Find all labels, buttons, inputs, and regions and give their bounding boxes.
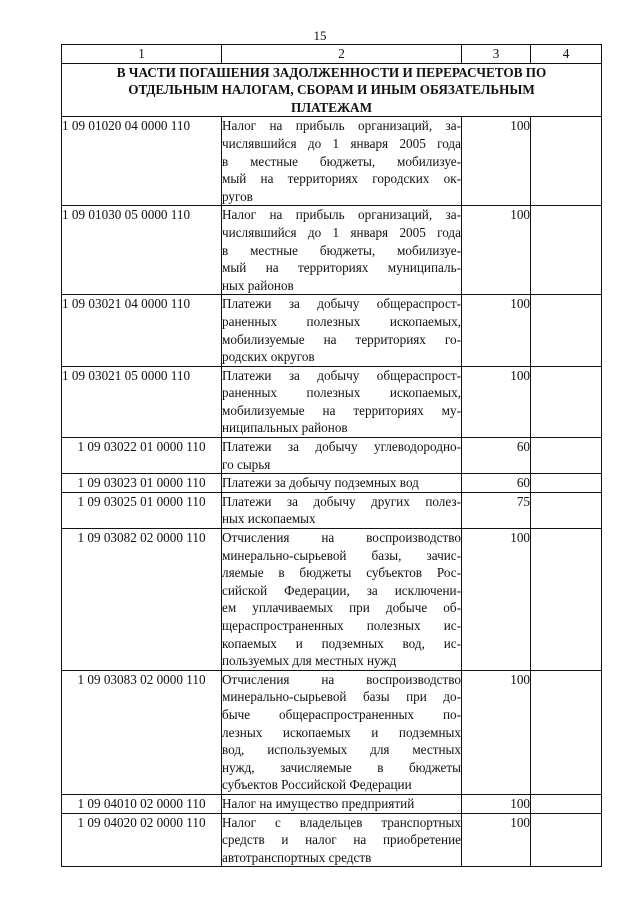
column-header-4: 4 (531, 45, 602, 64)
row-name (222, 813, 462, 867)
row-col4 (531, 117, 602, 206)
row-value: 60 (462, 474, 531, 493)
section-title (62, 63, 602, 117)
row-value: 100 (462, 529, 531, 671)
row-name-line: Налог на прибыль организаций, за- (222, 118, 461, 134)
row-name (222, 438, 462, 474)
table-row (62, 206, 602, 295)
row-name-line: средств и налог на приобретение (222, 832, 461, 848)
row-col4 (531, 529, 602, 671)
row-name (222, 529, 462, 671)
section-title-line: ОТДЕЛЬНЫМ НАЛОГАМ, СБОРАМ И ИНЫМ ОБЯЗАТЕЛЬНЫМ (128, 82, 535, 98)
row-col4 (531, 813, 602, 867)
row-name-line: Платежи за добычу общераспрост- (222, 367, 461, 383)
row-name-line: нужд, зачисляемые в бюджеты (222, 759, 461, 775)
row-code: 1 09 03025 01 0000 110 (62, 492, 222, 528)
row-name (222, 206, 462, 295)
row-name-line: лезных ископаемых и подземных (222, 724, 461, 740)
row-name-line: ем уплачиваемых при добыче об- (222, 600, 461, 616)
row-code: 1 09 03022 01 0000 110 (62, 438, 222, 474)
row-name-line: Платежи за добычу других полез- (222, 493, 461, 509)
row-name-line: ляемые в бюджеты субъектов Рос- (222, 565, 461, 581)
table-row (62, 492, 602, 528)
row-name-line: мобилизуемые на территориях му- (222, 402, 461, 418)
row-code: 1 09 01020 04 0000 110 (62, 117, 222, 206)
column-header-3: 3 (462, 45, 531, 64)
row-code: 1 09 03021 04 0000 110 (62, 295, 222, 366)
row-col4 (531, 438, 602, 474)
row-name-line: Налог на имущество предприятий (222, 795, 415, 811)
row-name-line: мый на территориях городских ок- (222, 171, 461, 187)
row-name (222, 474, 462, 493)
row-name-line: Платежи за добычу подземных вод (222, 475, 419, 491)
row-name-line: раненных полезных ископаемых, (222, 385, 461, 401)
row-name-line: автотранспортных средств (222, 849, 372, 865)
row-col4 (531, 295, 602, 366)
row-name-line: числявшийся до 1 января 2005 года (222, 135, 461, 151)
row-name-line: щераспространенных полезных ис- (222, 618, 461, 633)
row-col4 (531, 670, 602, 794)
row-col4 (531, 206, 602, 295)
row-value: 100 (462, 366, 531, 437)
row-name-line: пользуемых для местных нужд (222, 653, 397, 669)
row-name-line: Налог с владельцев транспортных (222, 814, 461, 830)
revenue-table (61, 44, 602, 867)
row-code: 1 09 01030 05 0000 110 (62, 206, 222, 295)
row-name-line: минерально-сырьевой базы при до- (222, 689, 461, 705)
row-value: 100 (462, 117, 531, 206)
row-code: 1 09 04020 02 0000 110 (62, 813, 222, 867)
table-row (62, 117, 602, 206)
table-row (62, 670, 602, 794)
column-header-2: 2 (222, 45, 462, 64)
table-row (62, 529, 602, 671)
row-name-line: Налог на прибыль организаций, за- (222, 207, 461, 223)
row-name-line: в местные бюджеты, мобилизуе- (222, 242, 461, 258)
row-value: 100 (462, 295, 531, 366)
row-name (222, 295, 462, 366)
table-row (62, 438, 602, 474)
row-code: 1 09 04010 02 0000 110 (62, 794, 222, 813)
row-name-line: субъектов Российской Федерации (222, 777, 412, 793)
row-name (222, 794, 462, 813)
row-value: 60 (462, 438, 531, 474)
row-name-line: раненных полезных ископаемых, (222, 313, 461, 329)
row-col4 (531, 366, 602, 437)
row-name-line: копаемых и подземных вод, ис- (222, 635, 461, 651)
row-name-line: ных ископаемых (222, 511, 316, 527)
row-value: 75 (462, 492, 531, 528)
row-code: 1 09 03082 02 0000 110 (62, 529, 222, 671)
row-name (222, 366, 462, 437)
section-title-line: ПЛАТЕЖАМ (290, 99, 373, 115)
row-name-line: ных районов (222, 277, 294, 293)
row-code: 1 09 03083 02 0000 110 (62, 670, 222, 794)
row-name-line: ругов (222, 188, 253, 204)
row-name-line: Отчисления на воспроизводство (222, 671, 461, 687)
table-row (62, 366, 602, 437)
row-value: 100 (462, 813, 531, 867)
column-header-row (62, 45, 602, 64)
row-name (222, 670, 462, 794)
row-col4 (531, 794, 602, 813)
row-name (222, 492, 462, 528)
row-name-line: в местные бюджеты, мобилизуе- (222, 153, 461, 169)
table-row (62, 295, 602, 366)
column-header-1: 1 (62, 45, 222, 64)
section-title-row (62, 63, 602, 117)
row-name-line: числявшийся до 1 января 2005 года (222, 224, 461, 240)
row-name-line: го сырья (222, 456, 271, 472)
row-name-line: мобилизуемые на территориях го- (222, 331, 461, 347)
row-name-line: ниципальных районов (222, 420, 348, 436)
page-number: 15 (313, 28, 327, 43)
row-col4 (531, 492, 602, 528)
row-name-line: минерально-сырьевой базы, зачис- (222, 547, 461, 563)
row-name-line: вод, используемых для местных (222, 742, 461, 758)
row-value: 100 (462, 794, 531, 813)
row-name-line: Отчисления на воспроизводство (222, 530, 461, 546)
row-code: 1 09 03023 01 0000 110 (62, 474, 222, 493)
row-code: 1 09 03021 05 0000 110 (62, 366, 222, 437)
table-row (62, 813, 602, 867)
row-value: 100 (462, 670, 531, 794)
table-row (62, 794, 602, 813)
row-name-line: родских округов (222, 349, 315, 365)
row-name-line: Платежи за добычу углеводородно- (222, 439, 461, 455)
row-value: 100 (462, 206, 531, 295)
row-col4 (531, 474, 602, 493)
row-name-line: мый на территориях муниципаль- (222, 260, 461, 276)
row-name (222, 117, 462, 206)
row-name-line: сийской Федерации, за исключени- (222, 582, 461, 598)
table-row (62, 474, 602, 493)
row-name-line: быче общераспространенных по- (222, 706, 461, 722)
row-name-line: Платежи за добычу общераспрост- (222, 296, 461, 312)
section-title-line: В ЧАСТИ ПОГАШЕНИЯ ЗАДОЛЖЕННОСТИ И ПЕРЕРАСЧЕТОВ ПО (116, 64, 547, 80)
